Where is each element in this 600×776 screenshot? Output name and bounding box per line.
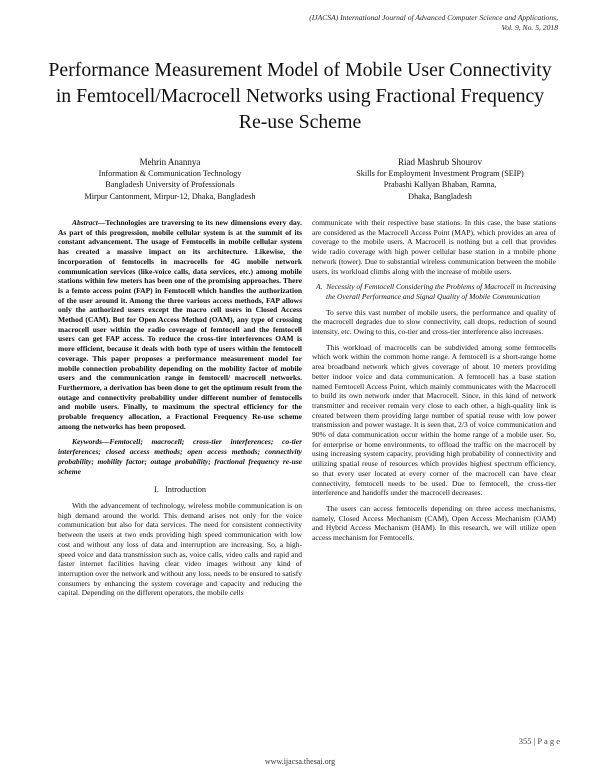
subsection-label: A. [316,282,323,292]
author-affiliation: Dhaka, Bangladesh [408,191,472,201]
author-affiliation: Skills for Employment Investment Program (SEIP) [356,169,524,179]
author-affiliation: Bangladesh University of Professionals [105,180,235,190]
journal-name: (IJACSA) International Journal of Advanced Computer Science and Applications, [309,13,558,22]
author-name: Mehrin Anannya [139,157,201,167]
section-title: Introduction [165,485,207,495]
page-number: 355 | P a g e [518,736,560,746]
body-paragraph: This workload of macrocells can be subdivided among some femtocells which work within the common home range. A femtocell is a short-range home area broadband network which gives coverage of about 10 meters providing better indoor voice and data communication. A femtocell has a base station named Femtocell Access Point, which mainly communicates with the Macrocell to build its own network under that Macrocell. Since, in this kind of network transmitter and receiver remain very close to each other, a high-quality link is created between them providing large number of spatial reuse with low power transmission and power wastage. It is seen that, 2/3 of voice communication and 90% of data communication occur within the home range of a mobile user. So, for enterprise or home environments, to offload the traffic on the macrocell by using increasing system capacity, providing high probability of connectivity and utilizing spatial reuse of resources which provides highest spectrum efficiency, so that every user located at every corner of the macrocell can have clear connectivity, femtocell needs to be used. Due to femtocell, the cross-tier interference and handoffs under the macrocell decreases. [312,342,556,498]
journal-url: www.ijacsa.thesai.org [264,757,336,766]
body-paragraph: The users can access femtocells depending on three access mechanisms, namely, Closed Access Mechanism (CAM), Open Access Mechanism (OAM) and Hybrid Access Mechanism (HAM). In this research, we will utilize open access mechanism for Femtocells. [312,503,556,543]
author-block-2 [320,157,560,202]
subsection-heading [312,282,556,301]
journal-header [309,13,558,33]
keywords-text: Femtocell; macrocell; cross-tier interferences; co-tier interferences; closed access methods; open access methods; connectivity probability; mobility factor; outage probability; fractional frequency re-use scheme [58,437,302,476]
right-column [312,218,556,549]
author-affiliation: Information & Communication Technology [98,169,242,179]
left-column [58,218,302,604]
paper-title: Performance Measurement Model of Mobile User Connectivity in Femtocell/Macrocell Networks using Fractional Frequency Re-use Scheme [48,59,552,133]
keywords-label: Keywords— [72,437,110,447]
author-block-1 [50,157,290,202]
section-number: I. [153,485,159,495]
keywords [58,437,302,476]
body-paragraph: communicate with their respective base stations. In this case, the base stations are considered as the Macrocell Access Point (MAP), which provides an area of coverage to the mobile users. A Macrocell is nothing but a cell that provides wide radio coverage with high power cellular base station in a mobile phone network (tower). Due to substantial wireless communication between the mobile users, its workload climbs along with the increase of mobile users. [312,218,556,276]
abstract [58,218,302,431]
intro-paragraph: With the advancement of technology, wireless mobile communication is on high demand around the world. This demand arises not only for the voice communication but also for data services. The need for consistent connectivity between the users at two ends providing high speed communication with low cost and without any loss of data and interruption are increasing. So, a high-speed voice and data transmission such as, voice calls, video calls and rapid and faster internet facilities having clear video images without any kind of interruption over the network and without any loss, needs to be ensured to satisfy consumers by enhancing the system coverage and capacity and reducing the capital. Depending on the different operators, the mobile cells [58,500,302,598]
section-heading [58,485,302,495]
journal-volume: Vol. 9, No. 5, 2018 [501,23,558,32]
body-paragraph: To serve this vast number of mobile users, the performance and quality of the macrocell degrades due to slow connectivity, call drops, reduction of sound intensity, etc. Owing to this, co-tier and cross-tier interference also increases. [312,307,556,337]
abstract-label: Abstract— [72,218,106,227]
subsection-title: Necessity of Femtocell Considering the Problems of Macrocell in Increasing the Overall Performance and Signal Quality of Mobile Communication [326,282,557,301]
author-affiliation: Prabashi Kallyan Bhaban, Ramna, [383,180,497,190]
author-affiliation: Mirpur Cantonment, Mirpur-12, Dhaka, Bangladesh [84,191,256,201]
author-name: Riad Mashrub Shourov [398,157,482,167]
abstract-text: Technologies are traversing to its new dimensions every day. As part of this progression, mobile cellular system is at the summit of its constant advancement. The usage of Femtocells in mobile cellular system has created a massive impact on its architecture. Likewise, the incorporation of femtocells in macrocells for 4G mobile network communication services (like-voice calls, data services, etc.) among mobile stations within few meters has been one of the promising approaches. There is a femto access point (FAP) in Femtocell which handles the authorization of the user around it. Among the three various access methods, FAP allows only the authorized users except the macro cell users in Closed Access Method (CAM). But for Open Access Method (OAM), any type of crossing macrocell user within the radio coverage of femtocell and the femtocell users can get FAP access. To reduce the cross-tier interferences OAM is more efficient, because it deals with both type of users within the femtocell coverage. This paper proposes a performance measurement model for mobile connection probability depending on the mobility factor of mobile users and the communication range in femtocell/ macrocell networks. Furthermore, a derivation has been done to get the optimum result from the outage and connectivity probability under different number of femtocells and mobile users. Finally, to maximum the spectral efficiency for the probable frequency allocation, a Fractional Frequency Re-use scheme among the networks has been proposed. [58,218,302,431]
